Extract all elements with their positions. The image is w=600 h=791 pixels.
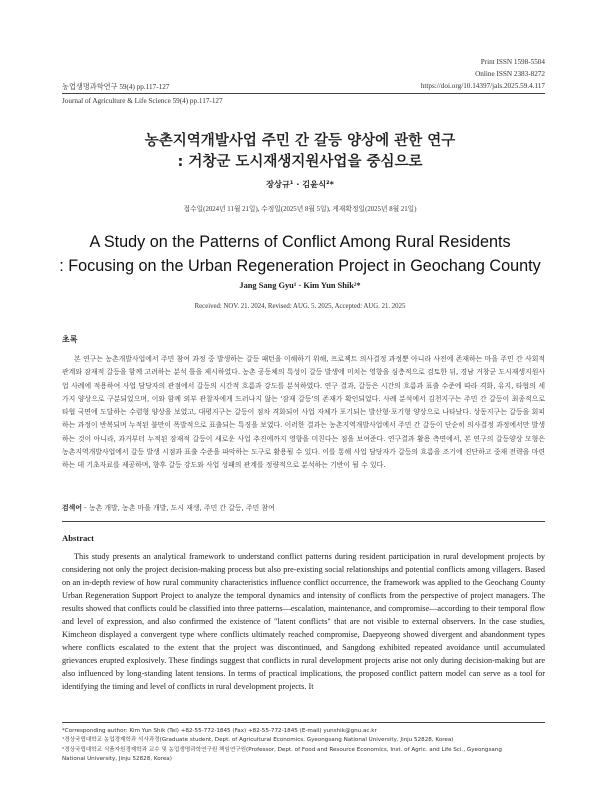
footnotes [62,727,545,765]
header-rule [62,93,545,94]
dates-english: Received: NOV. 21. 2024, Revised: AUG. 5. 2025, Accepted: AUG. 21. 2025 [194,303,406,310]
section-divider [62,521,545,522]
keywords-line [62,502,275,512]
keywords-text: - 농촌 개발, 농촌 마을 개발, 도시 재생, 주민 간 갈등, 주민 참여 [81,504,275,512]
corresponding-author-note: *Corresponding author: Kim Yun Shik (Tel) +82-55-772-1845 (Fax) +82-55-772-1845 (E-mail) yunshik@gnu.ac.kr [62,728,377,734]
korean-abstract-body: 본 연구는 농촌개발사업에서 주민 참여 과정 중 발생하는 갈등 패턴을 이해하기 위해, 프로젝트 의사결정 과정뿐 아니라 사전에 존재하는 마을 주민 간 사회적 관계와 잠재적 갈등을 함께 고려하는 분석 틀을 제시하였다. 농촌 공동체의 특성이 갈등 발생에 미치는 영향을 심층적으로 검토한 뒤, 경남 거창군 도시재생지원사업 사례에 적용하여 사업 담당자의 관점에서 갈등의 시간적 흐름과 강도를 분석하였다. 연구 결과, 갈등은 시간의 흐름과 표출 수준에 따라 격화, 유지, 타협의 세 가지 양상으로 구분되었으며, 이와 함께 외부 관찰자에게 드러나지 않는 '잠재 갈등'의 존재가 확인되었다. 사례 분석에서 김천지구는 주민 간 갈등이 최종적으로 타협 국면에 도달하는 수렴형 양상을 보였고, 대평지구는 갈등이 점차 격화되어 사업 자체가 포기되는 발산형·포기형 양상으로 나타났다. 상동지구는 갈등을 회피하는 과정이 반복되며 누적된 불만이 폭발적으로 표출되는 특징을 보였다. 이러한 결과는 농촌지역개발사업에서 주민 간 갈등이 단순히 의사결정 과정에서만 발생하는 것이 아니라, 과거부터 누적된 잠재적 갈등이 새로운 사업 추진에까지 영향을 미친다는 점을 보여준다. 연구결과 활용 측면에서, 본 연구의 갈등양상 모형은 농촌지역개발사업에서 갈등 발생 시점과 표출 수준을 파악하는 도구로 활용될 수 있다. 이를 통해 사업 담당자가 갈등의 흐름을 조기에 진단하고 중재 전략을 마련하는 데 기초자료를 제공하며, 향후 갈등 강도와 사업 성패의 관계를 정량적으로 분석하는 기반이 될 수 있다. [62,355,546,470]
print-issn: Print ISSN 1598-5504 [480,58,545,66]
doi-link[interactable]: https://doi.org/10.14397/jals.2025.59.4.117 [420,82,545,90]
title-english-line2: : Focusing on the Urban Regeneration Project in Geochang County [59,257,541,275]
journal-name-korean: 농업생명과학연구 59(4) pp.117-127 [62,83,170,91]
affiliation-2-continued: National University, Jinju 52828, Korea) [62,756,172,763]
keywords-label: 검색어 [62,504,82,512]
korean-abstract-heading: 초록 [62,335,78,344]
title-korean-line2: : 거창군 도시재생지원사업을 중심으로 [177,154,423,170]
online-issn: Online ISSN 2383-8272 [475,70,545,78]
title-korean-line1: 농촌지역개발사업 주민 간 갈등 양상에 관한 연구 [144,133,456,149]
english-abstract-body: This study presents an analytical framework to understand conflict patterns during resident participation in rural development projects by considering not only the project decision-making process but also pre-existing social relationships and potential conflicts among villagers. Based on an in-depth review of how rural community characteristics influence conflict occurrence, the framework was applied to the Geochang County Urban Regeneration Support Project to analyze the temporal dynamics and intensity of conflicts from the perspective of project managers. The results showed that conflicts could be classified into three patterns—escalation, maintenance, and compromise—according to their temporal flow and level of expression, and also confirmed the existence of "latent conflicts" that are not visible to external observers. In the case studies, Kimcheon displayed a convergent type where conflicts ultimately reached compromise, Daepyeong showed divergent and abandonment types where conflicts escalated to the extent that the project was discontinued, and Sangdong exhibited repeated avoidance until accumulated grievances erupted explosively. These findings suggest that conflicts in rural development projects arise not only during decision-making but are also influenced by long-standing latent tensions. In terms of practical implications, the proposed conflict pattern model can serve as a tool for identifying the timing and level of conflicts in rural development projects. It [62,552,545,691]
dates-korean: 접수일(2024년 11월 21일), 수정일(2025년 8월 5일), 게재확정일(2025년 8월 21일) [183,206,417,213]
affiliation-2-note: ²경상국립대학교 식품자원경제학과 교수 및 농업생명과학연구원 책임연구원(Professor, Dept. of Food and Resource Economics, Inst. of Agric. and Life Sci., Gyeongsang [62,746,502,753]
title-english-line1: A Study on the Patterns of Conflict Among Rural Residents [89,233,511,251]
authors-korean: 장상규¹ · 김윤식²* [266,179,334,189]
english-abstract-heading: Abstract [62,533,94,543]
affiliation-1-note: ¹경상국립대학교 농업경제학과 석사과정(Graduate student, Dept. of Agricultural Economics, Gyeongsang National University, Jinju 52828, Korea) [62,737,454,744]
authors-english: Jang Sang Gyu¹ · Kim Yun Shik²* [239,281,361,290]
journal-name-english: Journal of Agriculture & Life Science 59(4) pp.117-127 [62,97,223,105]
footnote-rule [62,722,545,723]
